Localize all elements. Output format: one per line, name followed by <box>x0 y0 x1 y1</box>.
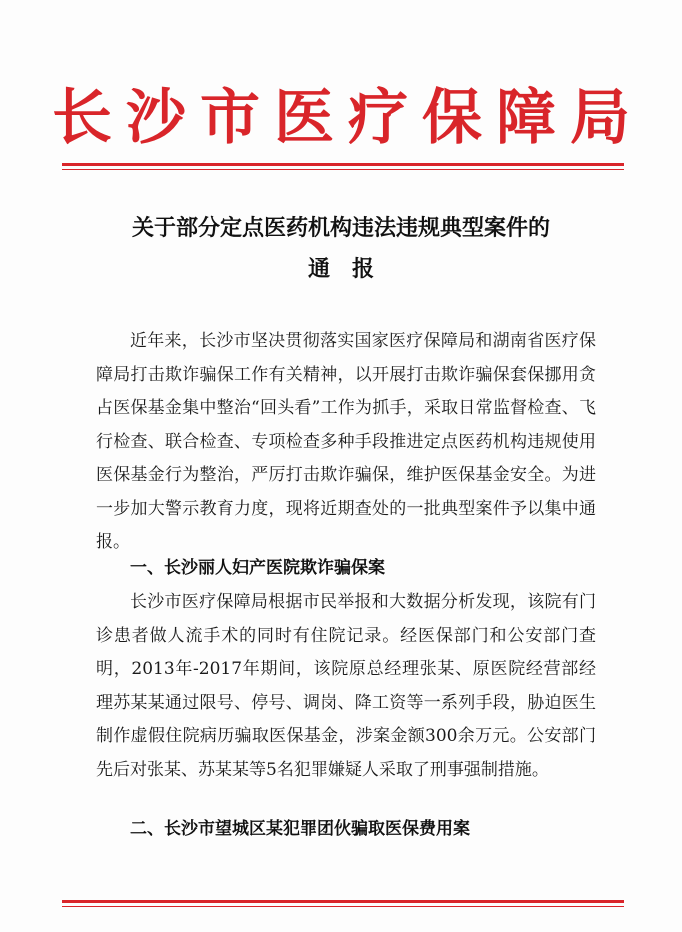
document-title-line1: 关于部分定点医药机构违法违规典型案件的 <box>131 215 550 241</box>
intro-paragraph: 近年来，长沙市坚决贯彻落实国家医疗保障局和湖南省医疗保障局打击欺诈骗保工作有关精神，以开展打击欺诈骗保套保挪用贪占医保基金集中整治“回头看”工作为抓手，采取日常监督检查、飞行检查、联合检查、专项检查多种手段推进定点医药机构违规使用医保基金行为整治，严厉打击欺诈骗保，维护医保基金安全。为进一步加大警示教育力度，现将近期查处的一批典型案件予以集中通报。 <box>96 331 596 552</box>
document-title-line2: 通 报 <box>307 256 374 282</box>
header-divider-thin <box>62 169 624 170</box>
section-body-1: 长沙市医疗保障局根据市民举报和大数据分析发现，该院有门诊患者做人流手术的同时有住院记录。经医保部门和公安部门查明，2013年-2017年期间，该院原总经理张某、原医院经营部经理苏某某通过限号、停号、调岗、降工资等一系列手段，胁迫医生制作虚假住院病历骗取医保基金，涉案金额300余万元。公安部门先后对张某、苏某某等5名犯罪嫌疑人采取了刑事强制措施。 <box>96 592 596 780</box>
header-divider-thick <box>62 163 624 166</box>
footer-divider-thin <box>62 906 624 907</box>
footer-divider-thick <box>62 900 624 903</box>
section-heading-1: 一、长沙丽人妇产医院欺诈骗保案 <box>130 558 385 578</box>
section-heading-2: 二、长沙市望城区某犯罪团伙骗取医保费用案 <box>130 819 470 839</box>
organization-header: 长沙市医疗保障局 <box>52 83 644 153</box>
